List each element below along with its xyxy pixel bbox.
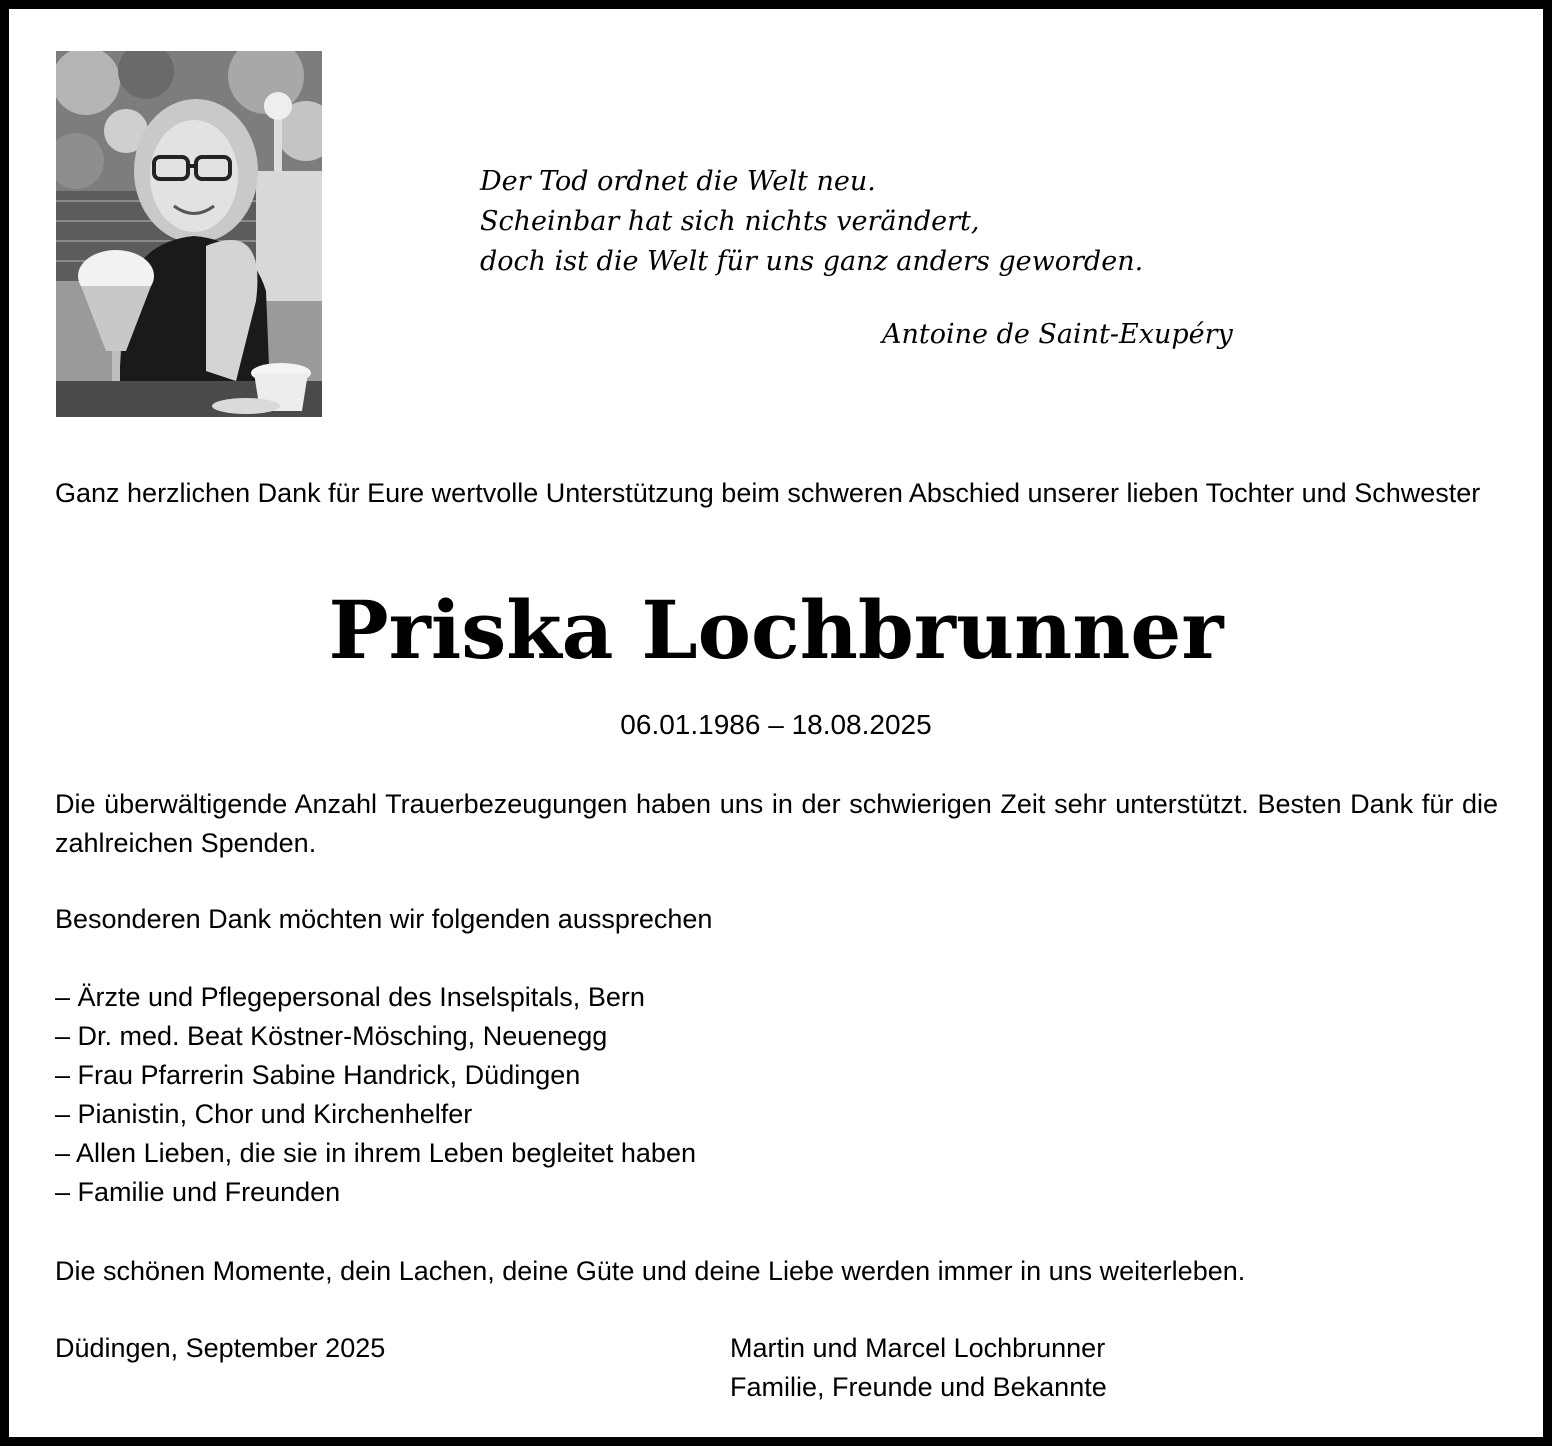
- place-date: Düdingen, September 2025: [55, 1333, 386, 1363]
- signature-line: Familie, Freunde und Bekannte: [730, 1372, 1107, 1402]
- life-dates: 06.01.1986 – 18.08.2025: [620, 709, 932, 740]
- intro-text: Ganz herzlichen Dank für Eure wertvolle Unterstützung beim schweren Abschied unserer lieben Tochter und Schwester: [55, 478, 1481, 508]
- signature-line: Martin und Marcel Lochbrunner: [730, 1333, 1106, 1363]
- list-item: – Dr. med. Beat Köstner-Mösching, Neuenegg: [55, 1021, 608, 1051]
- deceased-name: Priska Lochbrunner: [328, 583, 1224, 677]
- portrait-photo-image: [56, 51, 322, 417]
- quote-line: Scheinbar hat sich nichts verändert,: [480, 206, 980, 237]
- list-item: – Allen Lieben, die sie in ihrem Leben begleitet haben: [55, 1138, 696, 1168]
- signature: [730, 1329, 1107, 1407]
- quote: [480, 162, 1143, 282]
- condolences-paragraph: Die überwältigende Anzahl Trauerbezeugungen haben uns in der schwierigen Zeit sehr unterstützt. Besten Dank für die zahlreichen Spenden.: [55, 789, 1498, 858]
- list-item: – Pianistin, Chor und Kirchenhelfer: [55, 1099, 473, 1129]
- list-item: – Familie und Freunden: [55, 1177, 341, 1207]
- closing-paragraph: Die schönen Momente, dein Lachen, deine Güte und deine Liebe werden immer in uns weiterleben.: [55, 1256, 1246, 1286]
- quote-line: doch ist die Welt für uns ganz anders geworden.: [480, 246, 1144, 277]
- quote-line: Der Tod ordnet die Welt neu.: [480, 166, 876, 197]
- quote-author: Antoine de Saint-Exupéry: [882, 319, 1233, 350]
- special-thanks-paragraph: Besonderen Dank möchten wir folgenden aussprechen: [55, 904, 713, 934]
- list-item: – Ärzte und Pflegepersonal des Inselspitals, Bern: [55, 982, 645, 1012]
- thanks-list: [55, 978, 696, 1212]
- portrait-photo: [56, 51, 322, 417]
- list-item: – Frau Pfarrerin Sabine Handrick, Düdingen: [55, 1060, 581, 1090]
